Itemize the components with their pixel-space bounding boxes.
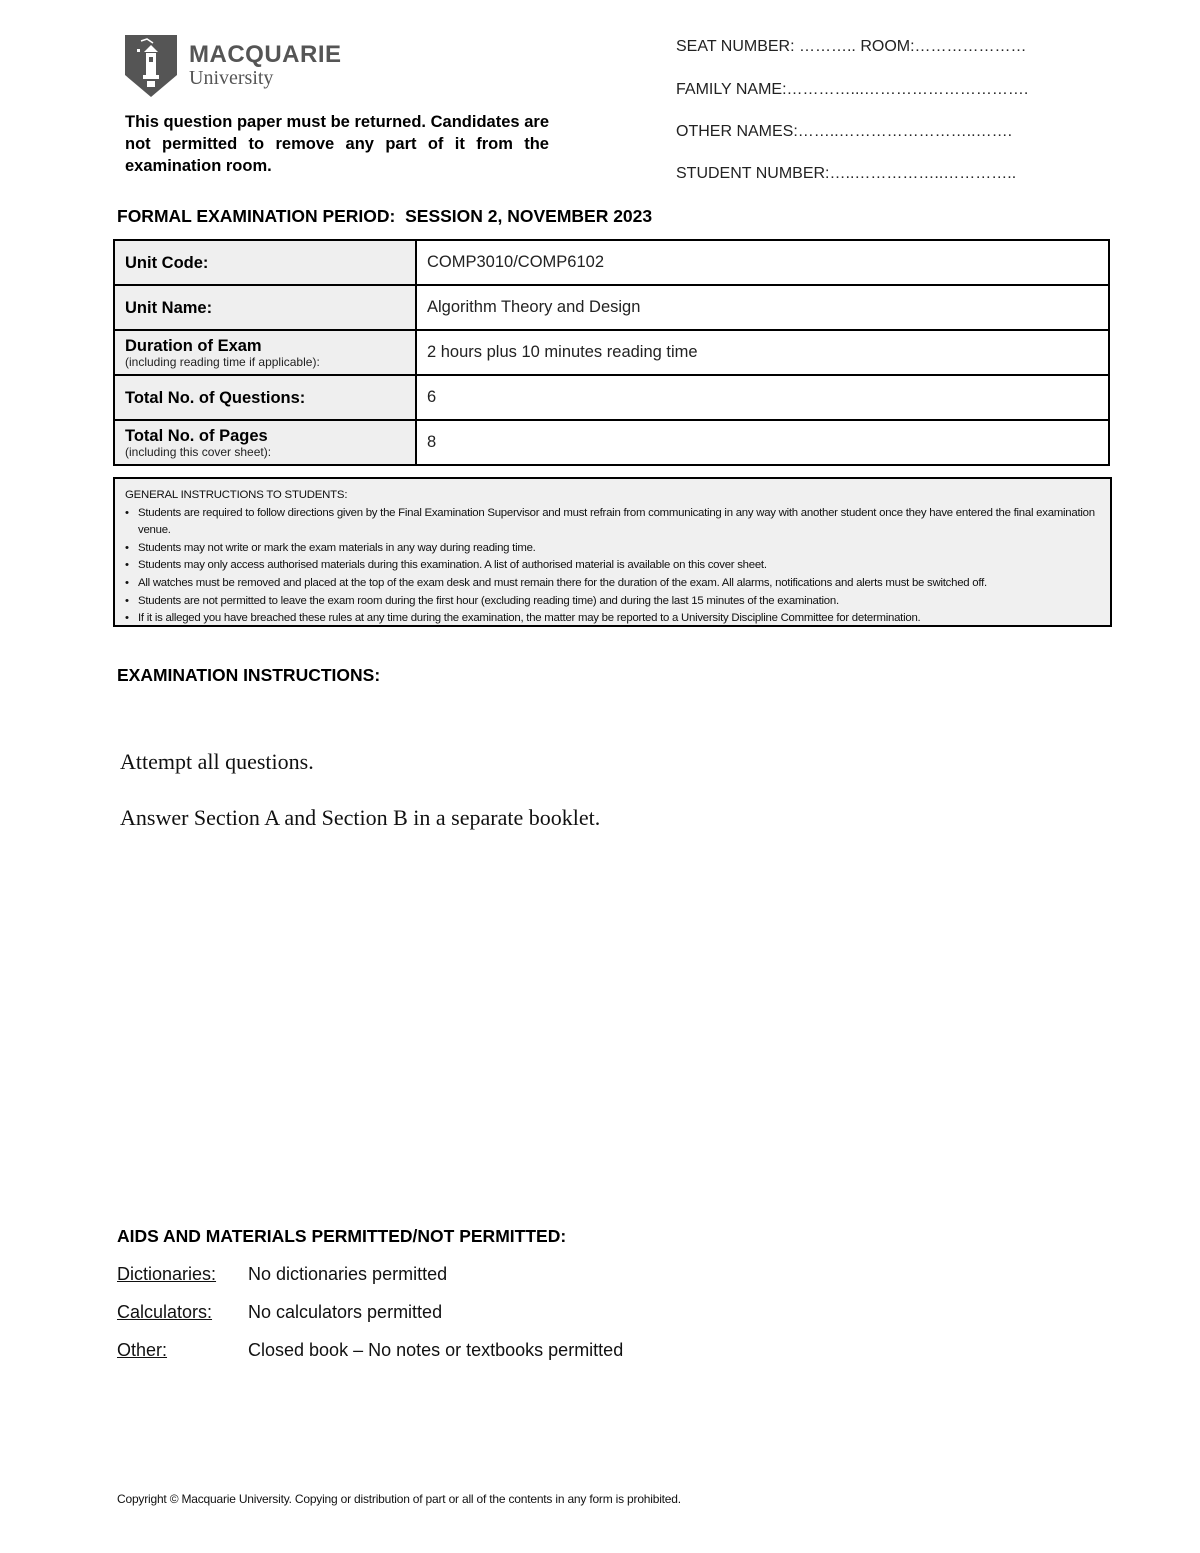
duration-label: Duration of Exam (including reading time if applicable):: [114, 330, 416, 375]
general-instructions-list: [125, 505, 1102, 628]
duration-value: 2 hours plus 10 minutes reading time: [416, 330, 1109, 375]
exam-period-heading: FORMAL EXAMINATION PERIOD: SESSION 2, NOVEMBER 2023: [117, 206, 653, 226]
dictionaries-value: No dictionaries permitted: [248, 1264, 448, 1284]
other-label: Other:: [117, 1340, 168, 1360]
calculators-value: No calculators permitted: [248, 1302, 443, 1322]
table-row: [114, 240, 1109, 285]
lighthouse-shield-icon: [125, 35, 177, 97]
total-questions-value: 6: [416, 375, 1109, 420]
table-row: [114, 375, 1109, 420]
total-questions-label: Total No. of Questions:: [114, 375, 416, 420]
unit-details-table: [113, 239, 1110, 466]
return-notice: This question paper must be returned. Candidates are not permitted to remove any part of it from the examination room.: [125, 113, 549, 175]
list-item: • All watches must be removed and placed at the top of the exam desk and must remain there for the duration of the exam. All alarms, notifications and alerts must be switched off.: [125, 575, 1102, 593]
unit-name-label: Unit Name:: [114, 285, 416, 330]
general-instructions-box: [113, 477, 1112, 627]
family-name-field: FAMILY NAME:…………...………………………….: [676, 81, 1029, 98]
calculators-label: Calculators:: [117, 1302, 213, 1322]
other-value: Closed book – No notes or textbooks permitted: [248, 1340, 624, 1360]
table-row: [114, 330, 1109, 375]
unit-code-value: COMP3010/COMP6102: [416, 240, 1109, 285]
unit-code-label: Unit Code:: [114, 240, 416, 285]
instruction-line: Answer Section A and Section B in a separate booklet.: [120, 805, 601, 830]
list-item: • If it is alleged you have breached these rules at any time during the examination, the matter may be reported to a University Discipline Committee for determination.: [125, 610, 1102, 628]
general-instructions-title: GENERAL INSTRUCTIONS TO STUDENTS:: [125, 489, 348, 501]
list-item: • Students are required to follow directions given by the Final Examination Supervisor and must refrain from communicating in any way with another student once they have entered the final examination venue.: [125, 505, 1102, 540]
instruction-line: Attempt all questions.: [120, 749, 314, 774]
list-item: • Students are not permitted to leave the exam room during the first hour (excluding reading time) and during the last 15 minutes of the examination.: [125, 593, 1102, 611]
logo-wordmark: MACQUARIE: [189, 41, 342, 68]
dictionaries-label: Dictionaries:: [117, 1264, 217, 1284]
list-item: • Students may only access authorised materials during this examination. A list of authorised material is available on this cover sheet.: [125, 557, 1102, 575]
university-logo: [125, 35, 342, 97]
table-row: [114, 420, 1109, 465]
total-pages-sublabel: (including this cover sheet):: [125, 444, 272, 459]
seat-room-field: SEAT NUMBER: ……….. ROOM:…………………: [676, 38, 1027, 55]
logo-subtitle: University: [189, 67, 274, 89]
aids-heading: AIDS AND MATERIALS PERMITTED/NOT PERMITTED:: [117, 1226, 567, 1246]
exam-instructions-heading: EXAMINATION INSTRUCTIONS:: [117, 665, 381, 685]
student-number-field: STUDENT NUMBER:…..……………..…………..: [676, 165, 1017, 182]
list-item: • Students may not write or mark the exam materials in any way during reading time.: [125, 540, 1102, 558]
total-pages-value: 8: [416, 420, 1109, 465]
duration-sublabel: (including reading time if applicable):: [125, 354, 320, 369]
copyright-notice: Copyright © Macquarie University. Copying or distribution of part or all of the contents in any form is prohibited.: [117, 1492, 681, 1506]
table-row: [114, 285, 1109, 330]
total-pages-label: Total No. of Pages (including this cover sheet):: [114, 420, 416, 465]
unit-name-value: Algorithm Theory and Design: [416, 285, 1109, 330]
other-names-field: OTHER NAMES:……..……………………..…….: [676, 123, 1013, 140]
